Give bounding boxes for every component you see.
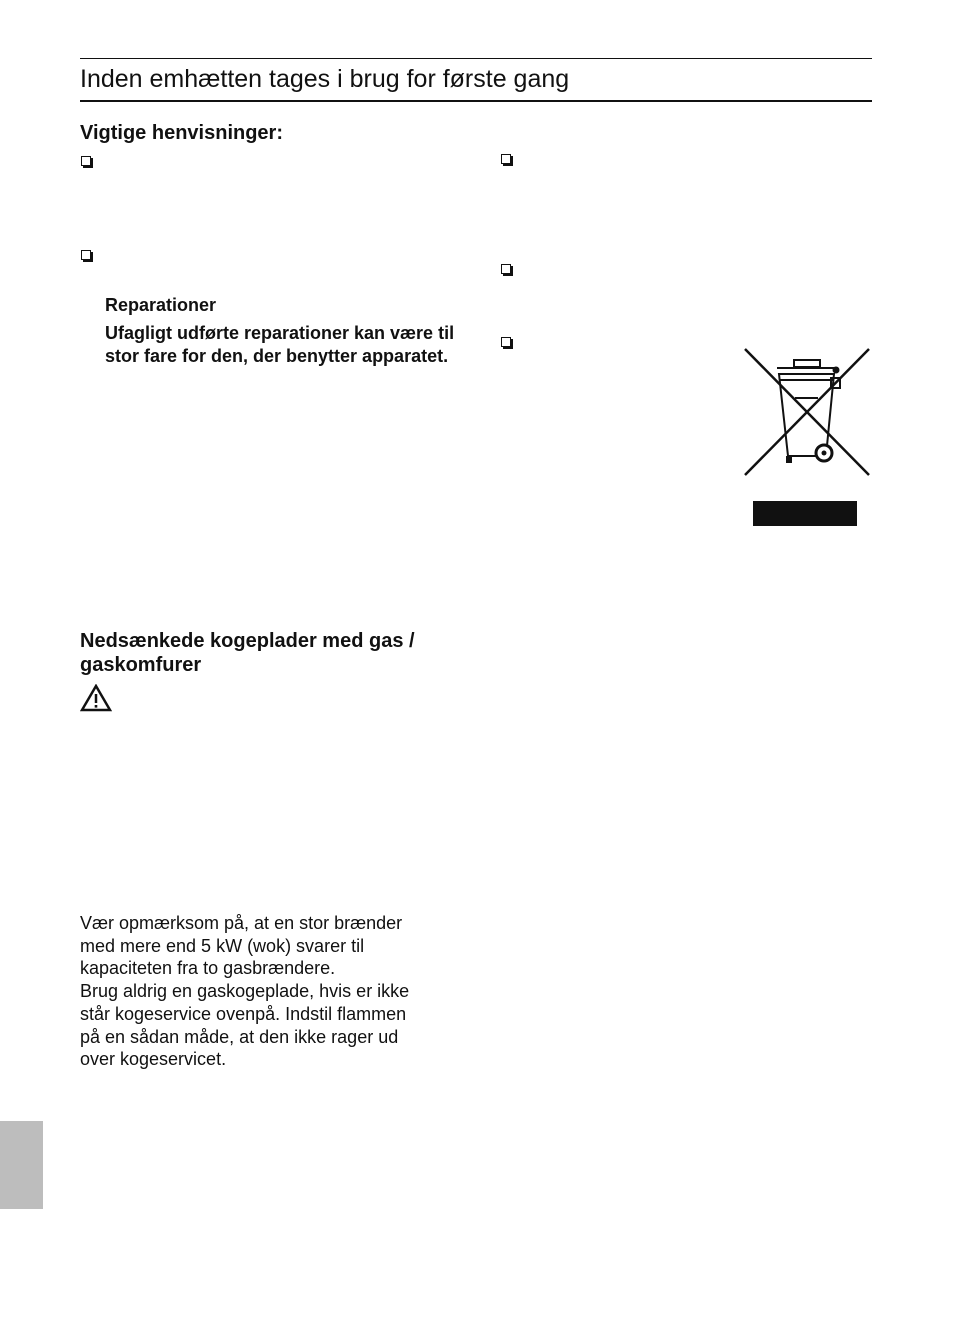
checkbox-bullet-icon xyxy=(501,337,511,347)
header-rule-bottom xyxy=(80,100,872,102)
checkbox-bullet-icon xyxy=(81,156,91,166)
checkbox-bullet-icon xyxy=(501,154,511,164)
checkbox-bullet-icon xyxy=(81,250,91,260)
weee-black-bar xyxy=(753,501,857,526)
page-title: Inden emhætten tages i brug for første gang xyxy=(80,65,570,93)
important-notes-heading: Vigtige henvisninger: xyxy=(80,122,283,144)
repairs-text: Ufagligt udførte reparationer kan være til stor fare for den, der benytter apparatet. xyxy=(105,323,455,366)
crossed-out-wheelie-bin-icon xyxy=(742,346,872,478)
repairs-heading: Reparationer xyxy=(105,295,217,315)
warning-triangle-icon xyxy=(80,684,112,712)
header-rule-top xyxy=(80,58,872,59)
gas-heading-line1: Nedsænkede kogeplader med gas / xyxy=(80,630,415,652)
gas-section-heading xyxy=(80,629,415,677)
gas-paragraph: Vær opmærksom på, at en stor brænder med mere end 5 kW (wok) svarer til kapaciteten fra to gasbrændere. Brug aldrig en gaskogeplade, hvis er ikke står kogeservice ovenpå. Indstil flammen på en sådan måde, at den ikke rager ud over kogeservicet. xyxy=(80,913,410,1070)
gas-heading-line2: gaskomfurer xyxy=(80,654,202,676)
checkbox-bullet-icon xyxy=(501,264,511,274)
side-tab-marker xyxy=(0,1121,43,1209)
